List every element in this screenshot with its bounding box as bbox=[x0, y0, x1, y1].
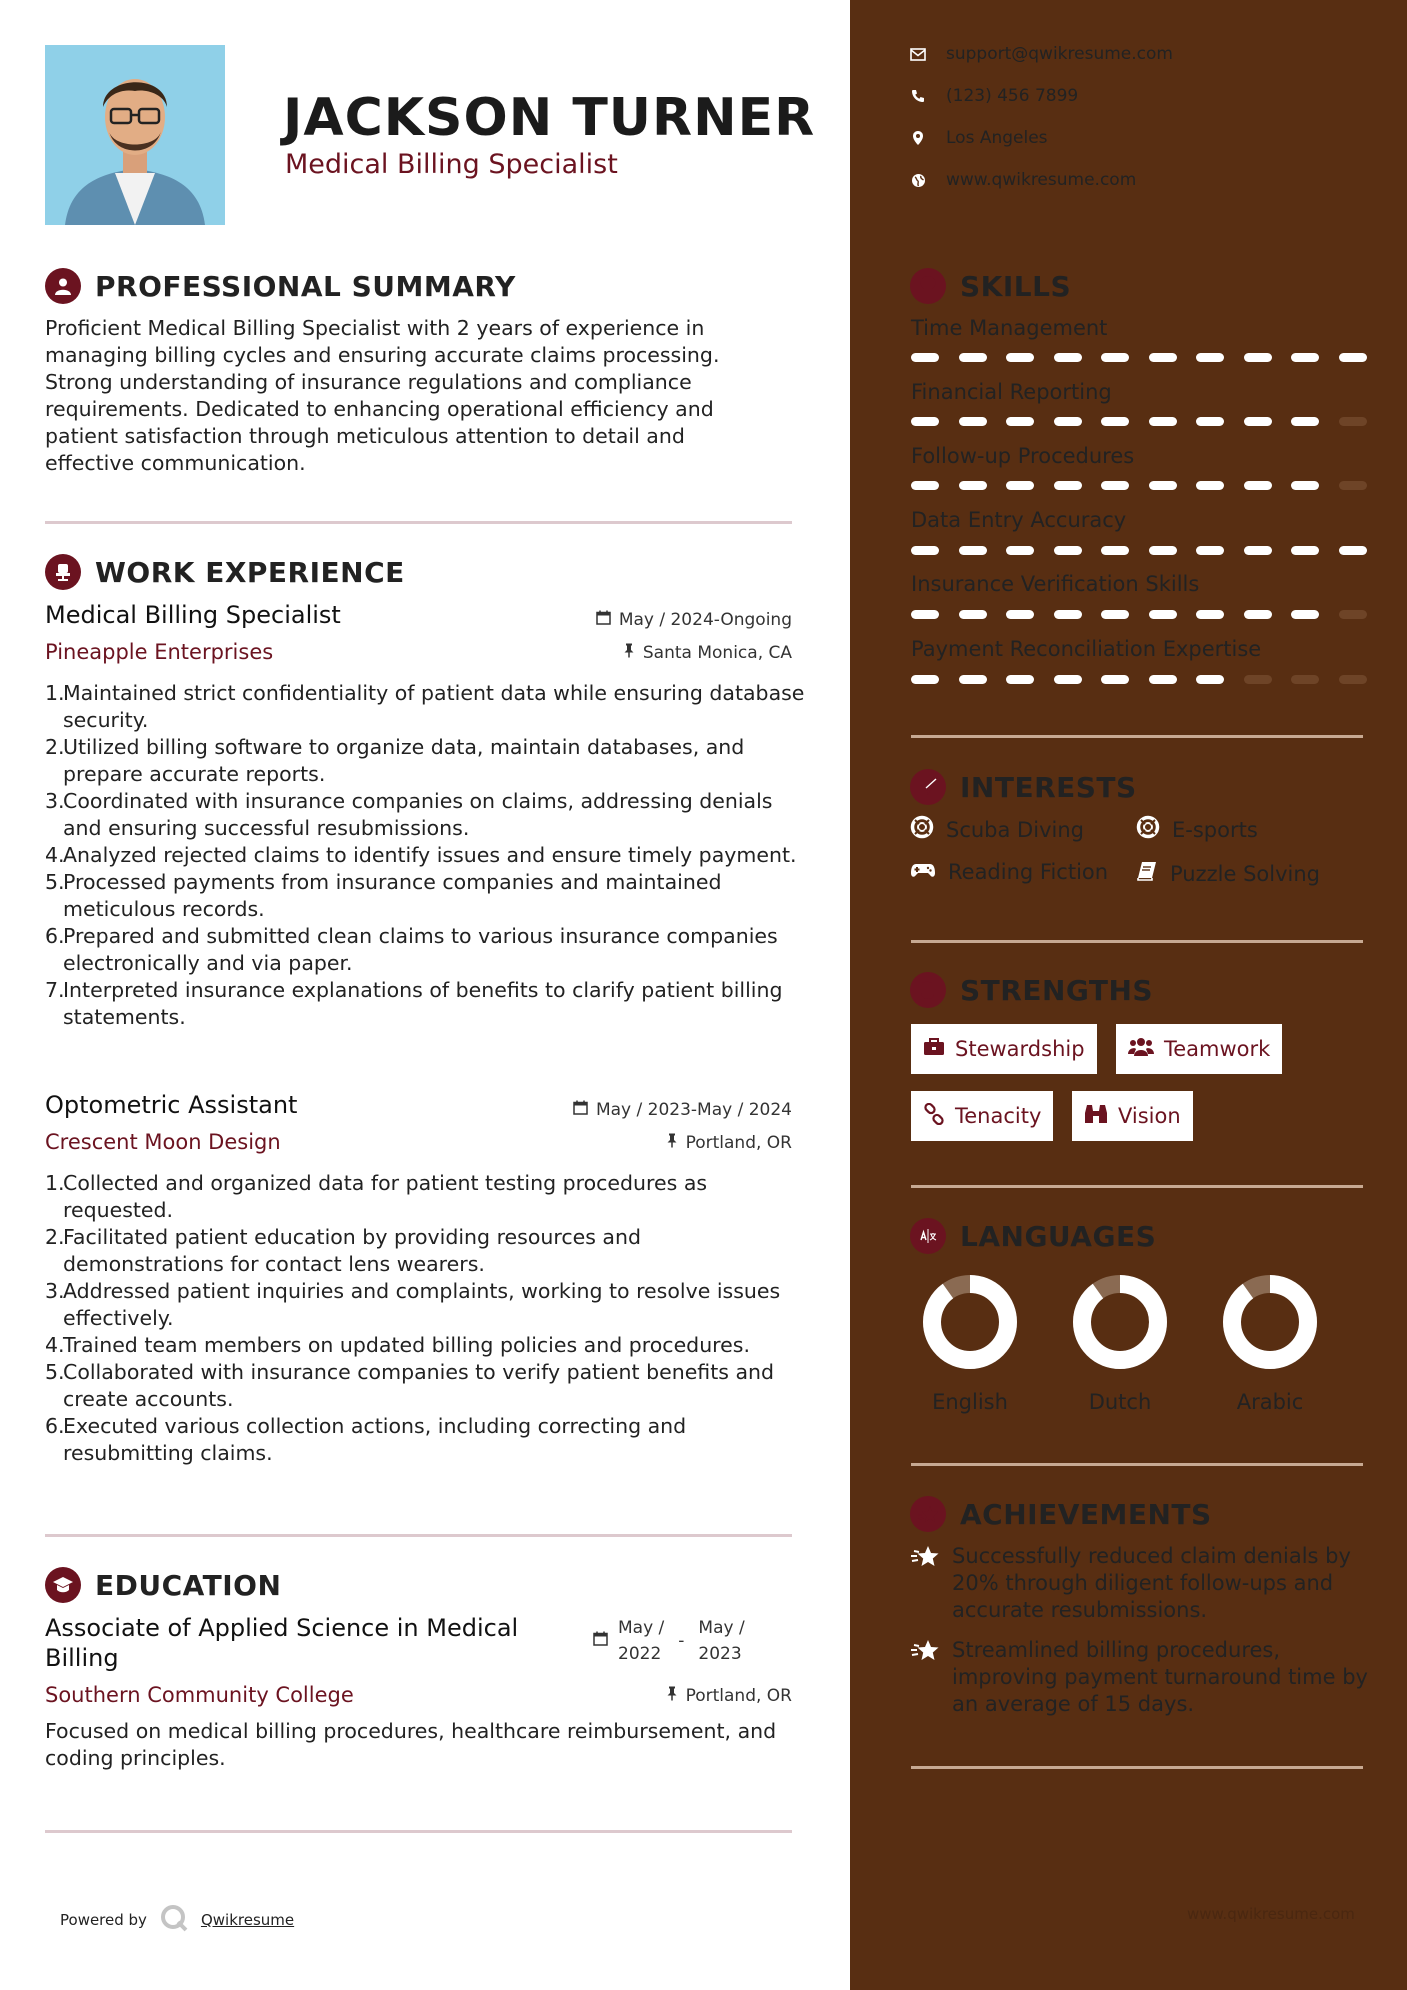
skill-dash bbox=[959, 417, 987, 426]
contact-location: Los Angeles bbox=[910, 128, 1048, 148]
skill-dash bbox=[1339, 546, 1367, 555]
language-ring bbox=[1220, 1272, 1320, 1372]
skill-dash bbox=[1149, 417, 1177, 426]
pin-icon bbox=[666, 1686, 678, 1706]
skill-dash bbox=[1244, 353, 1272, 362]
skill-dash bbox=[911, 353, 939, 362]
skill-dash bbox=[1149, 610, 1177, 619]
skill-name: Data Entry Accuracy bbox=[911, 508, 1127, 532]
skill-dash bbox=[1196, 417, 1224, 426]
briefcase-chair-icon bbox=[45, 554, 81, 590]
skill-dash bbox=[1339, 675, 1367, 684]
skill-dash bbox=[1291, 481, 1319, 490]
skill-dash bbox=[1006, 610, 1034, 619]
skill-dash bbox=[1054, 675, 1082, 684]
translate-icon bbox=[910, 1218, 946, 1254]
job-role: Medical Billing Specialist bbox=[45, 601, 341, 629]
contact-phone[interactable]: (123) 456 7899 bbox=[910, 86, 1078, 106]
skill-dash bbox=[1149, 353, 1177, 362]
list-item: 2. Facilitated patient education by providing resources and demonstrations for contact lens wearers. bbox=[45, 1225, 641, 1276]
skill-dash bbox=[1054, 353, 1082, 362]
phone-icon bbox=[910, 88, 926, 104]
skill-dash bbox=[1149, 675, 1177, 684]
envelope-icon bbox=[910, 46, 926, 62]
list-item: 3. Coordinated with insurance companies on claims, addressing denials and ensuring successful resubmissions. bbox=[45, 789, 773, 840]
skill-dash bbox=[1291, 546, 1319, 555]
skill-dash bbox=[1196, 353, 1224, 362]
graduation-cap-icon bbox=[45, 1567, 81, 1603]
skill-name: Insurance Verification Skills bbox=[911, 572, 1200, 596]
ring-fill bbox=[1232, 1284, 1308, 1360]
skill-dash bbox=[1244, 417, 1272, 426]
job-company: Crescent Moon Design bbox=[45, 1130, 281, 1154]
list-item: 6. Executed various collection actions, including correcting and resubmitting claims. bbox=[45, 1414, 687, 1465]
divider bbox=[45, 1830, 792, 1833]
language-name: Dutch bbox=[1088, 1390, 1152, 1414]
strengths-heading: STRENGTHS bbox=[910, 972, 1153, 1008]
skill-dash bbox=[1101, 610, 1129, 619]
language-ring bbox=[920, 1272, 1020, 1372]
list-item: 1. Maintained strict confidentiality of patient data while ensuring database security. bbox=[45, 681, 805, 732]
link-icon bbox=[923, 1103, 945, 1130]
user-icon bbox=[45, 268, 81, 304]
skill-dash bbox=[1196, 610, 1224, 619]
fist-icon bbox=[910, 972, 946, 1008]
list-item: 2. Utilized billing software to organize data, maintain databases, and prepare accurate reports. bbox=[45, 735, 745, 786]
skill-dash bbox=[959, 610, 987, 619]
skill-dash bbox=[1006, 546, 1034, 555]
calendar-icon bbox=[573, 1100, 588, 1120]
watermark: www.qwikresume.com bbox=[1187, 1905, 1355, 1923]
powered-by: Powered by Qwikresume bbox=[60, 1903, 294, 1937]
skill-dash bbox=[911, 546, 939, 555]
star-badge-icon bbox=[910, 1496, 946, 1532]
briefcase-icon bbox=[923, 1037, 945, 1061]
skill-dash bbox=[1339, 610, 1367, 619]
skill-dash bbox=[911, 675, 939, 684]
skill-dash bbox=[1244, 610, 1272, 619]
skill-dash bbox=[1054, 481, 1082, 490]
qwikresume-logo-icon bbox=[159, 1903, 189, 1937]
skill-dash bbox=[1149, 481, 1177, 490]
skill-dash bbox=[1244, 546, 1272, 555]
book-icon bbox=[1136, 860, 1158, 887]
interest-item: Reading Fiction bbox=[910, 860, 1108, 884]
work-heading: WORK EXPERIENCE bbox=[45, 554, 405, 590]
ring-fill bbox=[932, 1284, 1008, 1360]
school: Southern Community College bbox=[45, 1683, 354, 1707]
pin-icon bbox=[666, 1133, 678, 1153]
education-heading: EDUCATION bbox=[45, 1567, 281, 1603]
skills-heading: SKILLS bbox=[910, 268, 1071, 304]
language-ring bbox=[1070, 1272, 1170, 1372]
skill-name: Time Management bbox=[911, 316, 1108, 340]
achievement-item: Successfully reduced claim denials by 20% through diligent follow-ups and accurate resubmissions. bbox=[910, 1543, 1370, 1624]
skill-dash bbox=[959, 353, 987, 362]
skill-dash bbox=[1291, 417, 1319, 426]
skill-dash bbox=[959, 546, 987, 555]
divider bbox=[911, 1766, 1363, 1769]
list-item: 4. Analyzed rejected claims to identify issues and ensure timely payment. bbox=[45, 843, 797, 867]
calendar-icon bbox=[596, 610, 611, 630]
job-date: May / 2024-Ongoing bbox=[596, 610, 792, 630]
job-location: Portland, OR bbox=[666, 1133, 792, 1153]
list-item: 4. Trained team members on updated billing policies and procedures. bbox=[45, 1333, 750, 1357]
achievement-item: Streamlined billing procedures, improving payment turnaround time by an average of 15 days. bbox=[910, 1637, 1370, 1718]
lifebuoy-icon bbox=[910, 815, 934, 844]
contact-email[interactable]: support@qwikresume.com bbox=[910, 44, 1173, 64]
language-name: English bbox=[932, 1390, 1008, 1414]
list-item: 7. Interpreted insurance explanations of benefits to clarify patient billing statements. bbox=[45, 978, 783, 1029]
skill-dash bbox=[1006, 353, 1034, 362]
skill-dash bbox=[1339, 417, 1367, 426]
qwikresume-link[interactable]: Qwikresume bbox=[200, 1911, 295, 1929]
divider bbox=[911, 735, 1363, 738]
skill-dash bbox=[1196, 481, 1224, 490]
interest-item: E-sports bbox=[1136, 815, 1258, 844]
skill-dash bbox=[1006, 675, 1034, 684]
contact-website[interactable]: www.qwikresume.com bbox=[910, 170, 1136, 190]
binoculars-icon bbox=[1084, 1103, 1108, 1130]
skill-dash bbox=[1054, 610, 1082, 619]
divider bbox=[911, 1185, 1363, 1188]
list-item: 6. Prepared and submitted clean claims to various insurance companies electronically and via paper. bbox=[45, 924, 778, 975]
users-icon bbox=[1128, 1037, 1154, 1062]
list-item: 5. Collaborated with insurance companies to verify patient benefits and create accounts. bbox=[45, 1360, 775, 1411]
candidate-name: JACKSON TURNER bbox=[283, 88, 816, 148]
strength-badge: Tenacity bbox=[911, 1091, 1053, 1141]
list-item: 3. Addressed patient inquiries and complaints, working to resolve issues effectively. bbox=[45, 1279, 781, 1330]
skill-dash bbox=[959, 481, 987, 490]
pin-icon bbox=[623, 643, 635, 663]
language-item bbox=[1045, 1272, 1195, 1414]
lightbulb-icon bbox=[910, 268, 946, 304]
skill-dash bbox=[1291, 610, 1319, 619]
skill-dash bbox=[1291, 675, 1319, 684]
map-marker-icon bbox=[910, 130, 926, 146]
skill-dash bbox=[1006, 417, 1034, 426]
skill-dash bbox=[1054, 546, 1082, 555]
gamepad-icon bbox=[910, 860, 936, 884]
profile-photo bbox=[45, 45, 225, 225]
interest-item: Puzzle Solving bbox=[1136, 860, 1320, 887]
education-text: Focused on medical billing procedures, healthcare reimbursement, and coding principles. bbox=[45, 1719, 777, 1770]
skill-dash bbox=[1101, 675, 1129, 684]
education-dates: May / 2022 - May / 2023 bbox=[593, 1615, 745, 1667]
skill-dash bbox=[911, 481, 939, 490]
job-role: Optometric Assistant bbox=[45, 1091, 298, 1119]
divider bbox=[911, 940, 1363, 943]
divider bbox=[45, 521, 792, 524]
list-item: 5. Processed payments from insurance companies and maintained meticulous records. bbox=[45, 870, 722, 921]
skill-dash bbox=[1101, 353, 1129, 362]
job-location: Santa Monica, CA bbox=[623, 643, 792, 663]
language-item bbox=[1195, 1272, 1345, 1414]
languages-heading: LANGUAGES bbox=[910, 1218, 1156, 1254]
skill-dash bbox=[1339, 481, 1367, 490]
job-bullets bbox=[45, 680, 805, 1031]
job-company: Pineapple Enterprises bbox=[45, 640, 274, 664]
interests-heading: INTERESTS bbox=[910, 769, 1137, 805]
skill-dash bbox=[1196, 546, 1224, 555]
skill-dash bbox=[1101, 546, 1129, 555]
skill-name: Follow-up Procedures bbox=[911, 444, 1135, 468]
skill-dash bbox=[911, 417, 939, 426]
skill-dash bbox=[1244, 675, 1272, 684]
skill-dash bbox=[1006, 481, 1034, 490]
skill-dash bbox=[1244, 481, 1272, 490]
lifebuoy-icon bbox=[1136, 815, 1160, 844]
candidate-title: Medical Billing Specialist bbox=[285, 149, 618, 180]
strength-badge: Teamwork bbox=[1116, 1024, 1282, 1074]
star-icon bbox=[910, 1545, 940, 1624]
skill-name: Payment Reconciliation Expertise bbox=[911, 637, 1262, 661]
summary-text: Proficient Medical Billing Specialist with 2 years of experience in managing billing cycles and ensuring accurate claims processing. Strong understanding of insurance regulations and compliance requirements. Dedicated to enhancing operational efficiency and patient satisfaction through meticulous attention to detail and effective communication. bbox=[45, 316, 720, 475]
skill-dash bbox=[1101, 481, 1129, 490]
education-location: Portland, OR bbox=[666, 1686, 792, 1706]
skill-name: Financial Reporting bbox=[911, 380, 1112, 404]
interest-item: Scuba Diving bbox=[910, 815, 1084, 844]
achievements-heading: ACHIEVEMENTS bbox=[910, 1496, 1212, 1532]
globe-icon bbox=[910, 172, 926, 188]
calendar-icon bbox=[593, 1631, 608, 1651]
degree: Associate of Applied Science in Medical Billing bbox=[45, 1614, 519, 1672]
skill-dash bbox=[1054, 417, 1082, 426]
language-item bbox=[895, 1272, 1045, 1414]
list-item: 1. Collected and organized data for patient testing procedures as requested. bbox=[45, 1171, 708, 1222]
paper-plane-icon bbox=[910, 769, 946, 805]
skill-dash bbox=[911, 610, 939, 619]
ring-fill bbox=[1082, 1284, 1158, 1360]
skill-dash bbox=[1196, 675, 1224, 684]
summary-heading: PROFESSIONAL SUMMARY bbox=[45, 268, 516, 304]
star-icon bbox=[910, 1639, 940, 1718]
strength-badge: Stewardship bbox=[911, 1024, 1097, 1074]
job-date: May / 2023-May / 2024 bbox=[573, 1100, 792, 1120]
job-bullets bbox=[45, 1170, 805, 1467]
divider bbox=[45, 1534, 792, 1537]
skill-dash bbox=[1339, 353, 1367, 362]
strength-badge: Vision bbox=[1072, 1091, 1193, 1141]
divider bbox=[911, 1463, 1363, 1466]
skill-dash bbox=[1291, 353, 1319, 362]
skill-dash bbox=[959, 675, 987, 684]
skill-dash bbox=[1101, 417, 1129, 426]
skill-dash bbox=[1149, 546, 1177, 555]
language-name: Arabic bbox=[1236, 1390, 1304, 1414]
